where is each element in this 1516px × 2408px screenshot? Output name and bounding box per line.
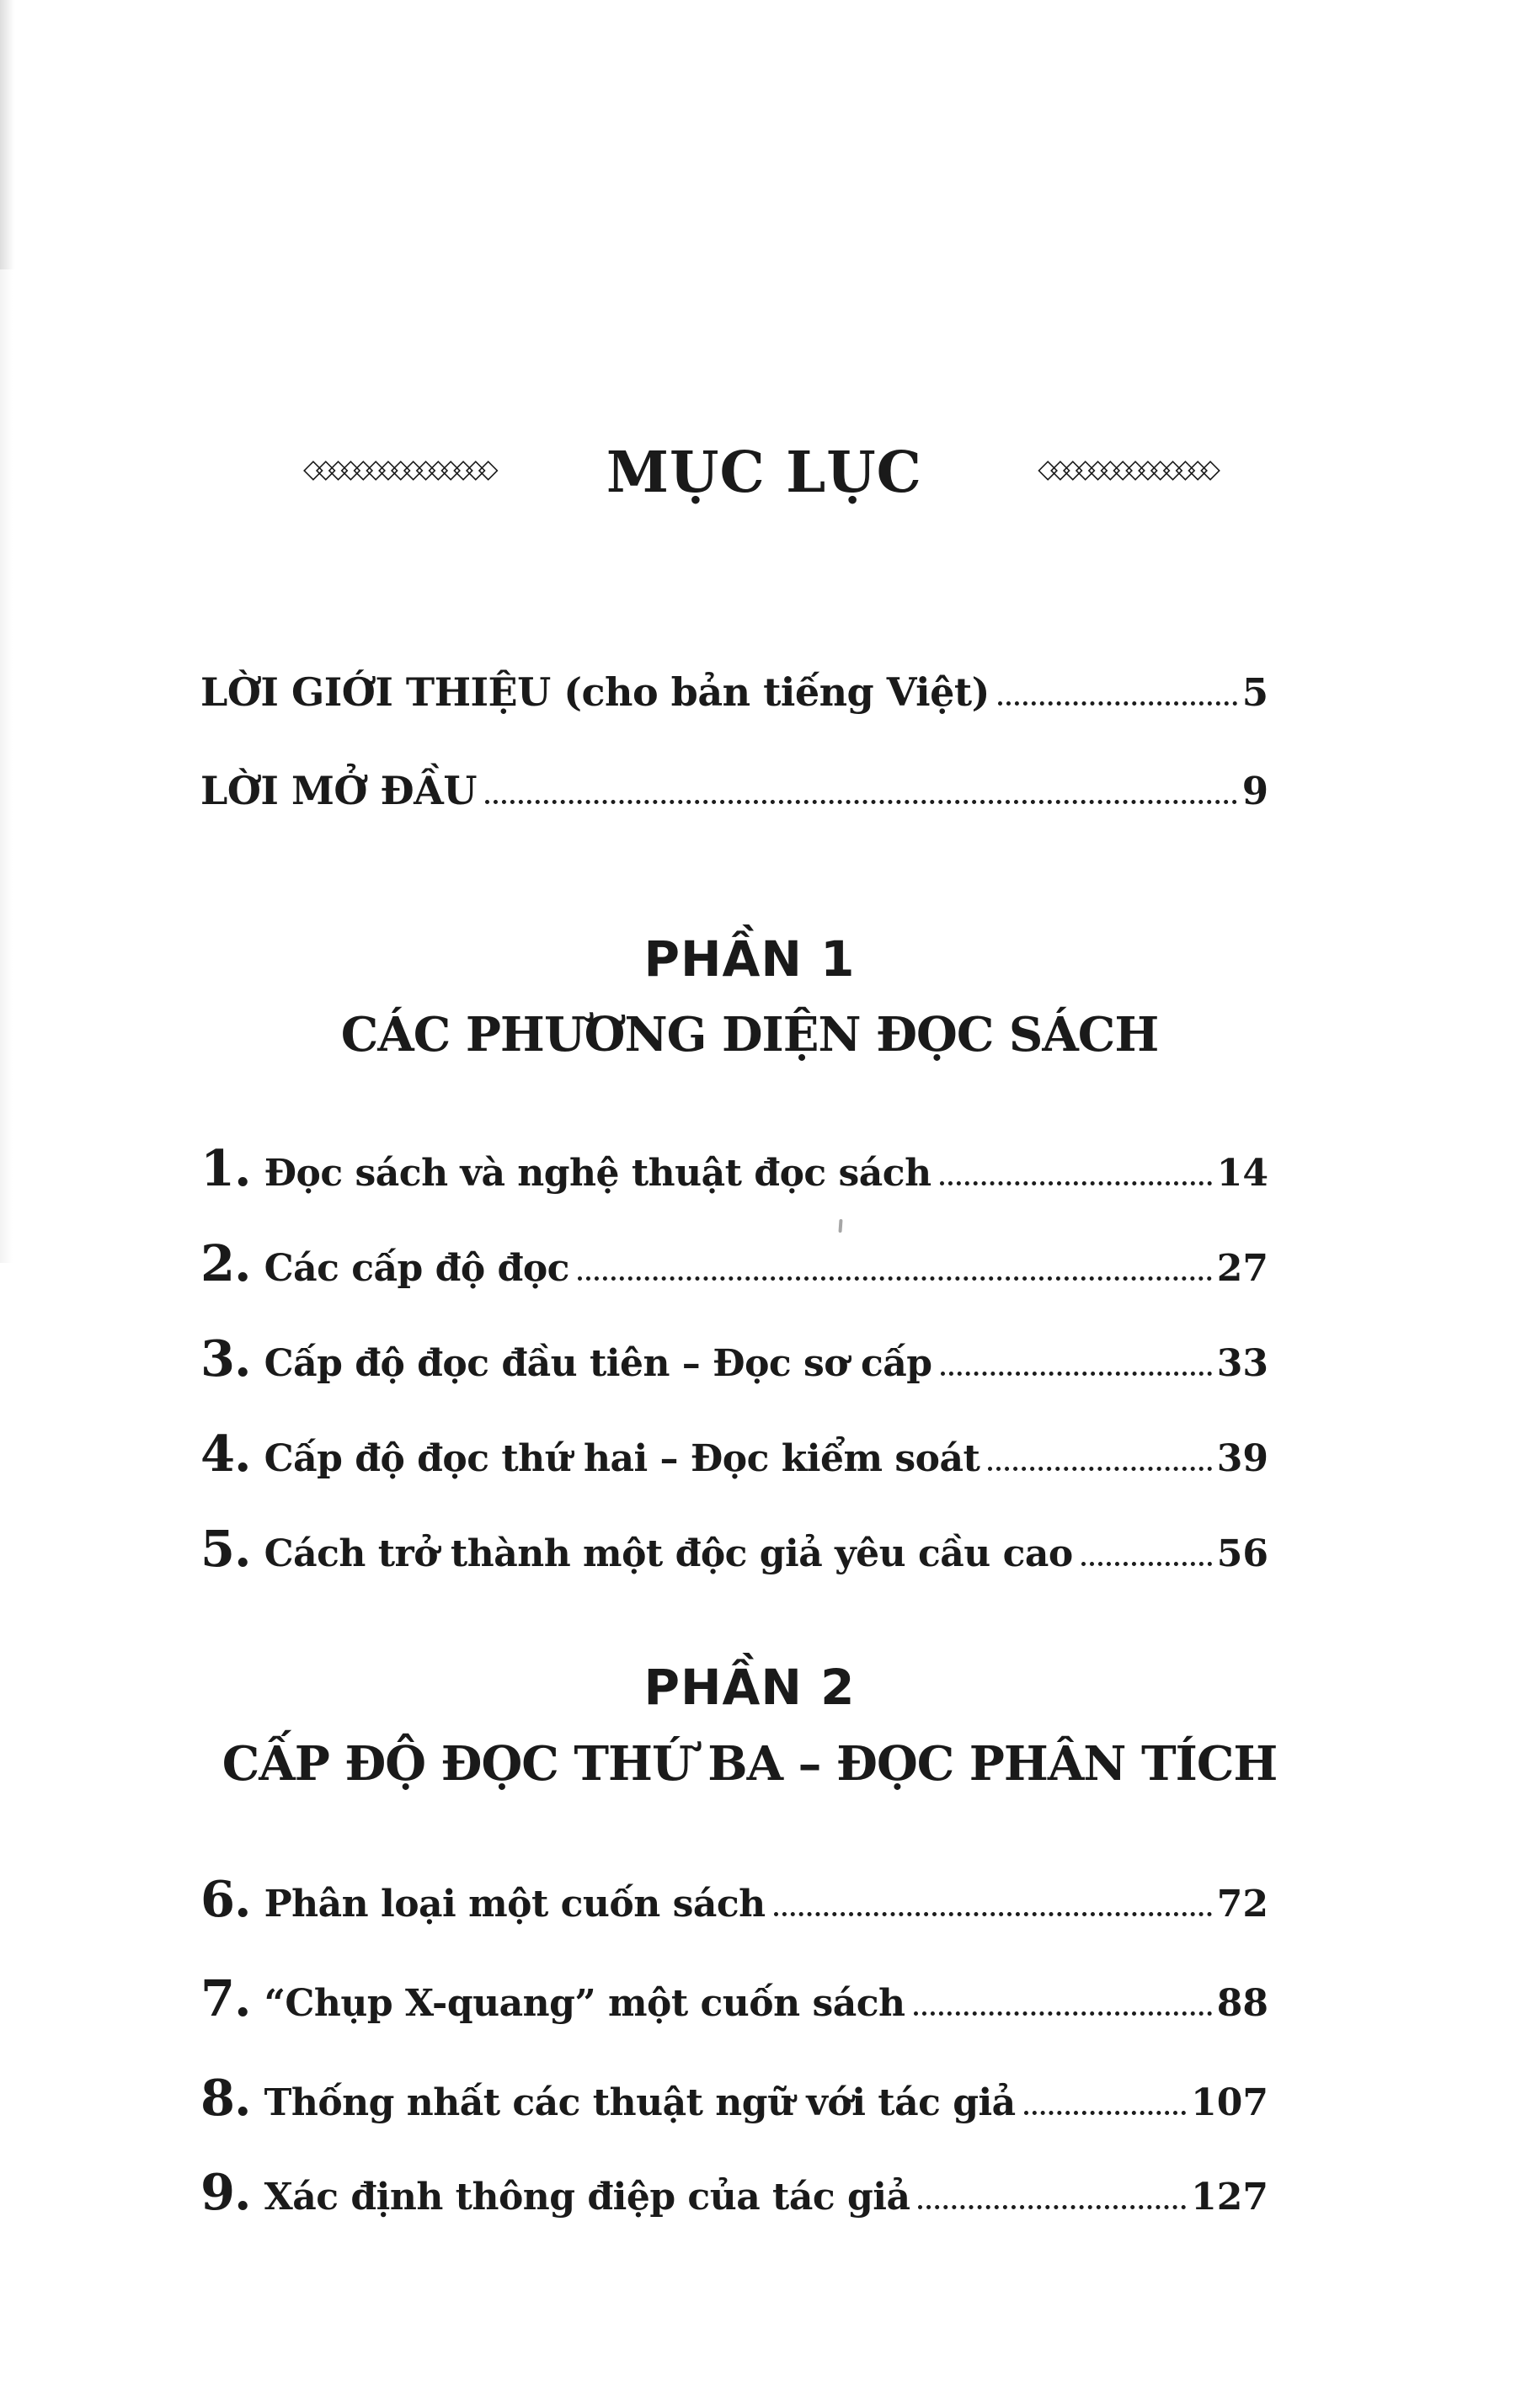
page-number: 5 (1241, 670, 1268, 715)
section-subheading-part1: CÁC PHƯƠNG DIỆN ĐỌC SÁCH (340, 1007, 1159, 1063)
section-heading-part2: PHẦN 2 (643, 1659, 856, 1716)
toc-entry (200, 1140, 1268, 1197)
page-number: 56 (1216, 1532, 1268, 1575)
toc-entry (200, 1425, 1268, 1483)
entry-number: 8. (200, 2069, 251, 2127)
entry-label: Cách trở thành một độc giả yêu cầu cao (264, 1532, 1073, 1575)
diamond-chain-ornament-right: ◇◇◇◇◇◇◇◇◇◇◇◇◇◇ (1038, 453, 1213, 484)
dot-leader (1024, 2111, 1186, 2115)
entry-number: 4. (200, 1425, 251, 1483)
entry-label: “Chụp X-quang” một cuốn sách (264, 1982, 905, 2025)
title-row (303, 441, 1213, 503)
entry-number: 3. (200, 1329, 251, 1388)
scan-speck-artifact (838, 1219, 842, 1233)
dot-leader (941, 1372, 1212, 1376)
entry-number: 7. (200, 1969, 251, 2027)
page-number: 9 (1241, 769, 1268, 813)
diamond-chain-ornament-left: ◇◇◇◇◇◇◇◇◇◇◇◇◇◇◇ (303, 453, 491, 484)
page-number: 27 (1216, 1247, 1268, 1290)
dot-leader (998, 701, 1237, 706)
page-number: 39 (1216, 1437, 1268, 1480)
entry-label: Cấp độ đọc đầu tiên – Đọc sơ cấp (264, 1342, 932, 1385)
page-number: 14 (1216, 1152, 1268, 1195)
entry-label: Đọc sách và nghệ thuật đọc sách (264, 1152, 931, 1195)
toc-entry (200, 1330, 1268, 1388)
toc-front-row (200, 769, 1268, 813)
entry-label: Thống nhất các thuật ngữ với tác giả (264, 2081, 1016, 2124)
dot-leader (485, 800, 1237, 804)
toc-entry (200, 1521, 1268, 1578)
toc-entry (200, 2164, 1268, 2221)
page-number: 107 (1191, 2081, 1268, 2124)
toc-entry (200, 1235, 1268, 1292)
front-label: LỜI MỞ ĐẦU (200, 768, 477, 813)
page-number: 33 (1216, 1342, 1268, 1385)
dot-leader (988, 1467, 1211, 1471)
dot-leader (1081, 1562, 1212, 1566)
scan-edge-artifact-top (0, 0, 22, 269)
entry-label: Cấp độ đọc thứ hai – Đọc kiểm soát (264, 1437, 980, 1480)
entry-number: 6. (200, 1870, 251, 1928)
page-number: 127 (1191, 2176, 1268, 2219)
page-title: MỤC LỤC (606, 439, 922, 505)
entry-label: Các cấp độ đọc (264, 1247, 569, 1290)
dot-leader (940, 1181, 1212, 1185)
dot-leader (774, 1912, 1212, 1916)
toc-entry (200, 1871, 1268, 1928)
front-label: LỜI GIỚI THIỆU (cho bản tiếng Việt) (200, 669, 990, 715)
entry-label: Xác định thông điệp của tác giả (264, 2176, 910, 2219)
page-number: 88 (1216, 1982, 1268, 2025)
section-heading-part1: PHẦN 1 (643, 930, 856, 988)
dot-leader (578, 1276, 1212, 1281)
dot-leader (914, 2011, 1212, 2016)
entry-number: 5. (200, 1520, 251, 1578)
toc-front-row (200, 670, 1268, 715)
entry-number: 9. (200, 2163, 251, 2221)
toc-entry (200, 1970, 1268, 2027)
entry-number: 2. (200, 1234, 251, 1292)
entry-number: 1. (200, 1139, 251, 1197)
section-subheading-part2: CẤP ĐỘ ĐỌC THỨ BA – ĐỌC PHÂN TÍCH (222, 1736, 1278, 1792)
dot-leader (918, 2205, 1186, 2209)
entry-label: Phân loại một cuốn sách (264, 1883, 766, 1926)
toc-entry (200, 2070, 1268, 2127)
page-number: 72 (1216, 1883, 1268, 1926)
